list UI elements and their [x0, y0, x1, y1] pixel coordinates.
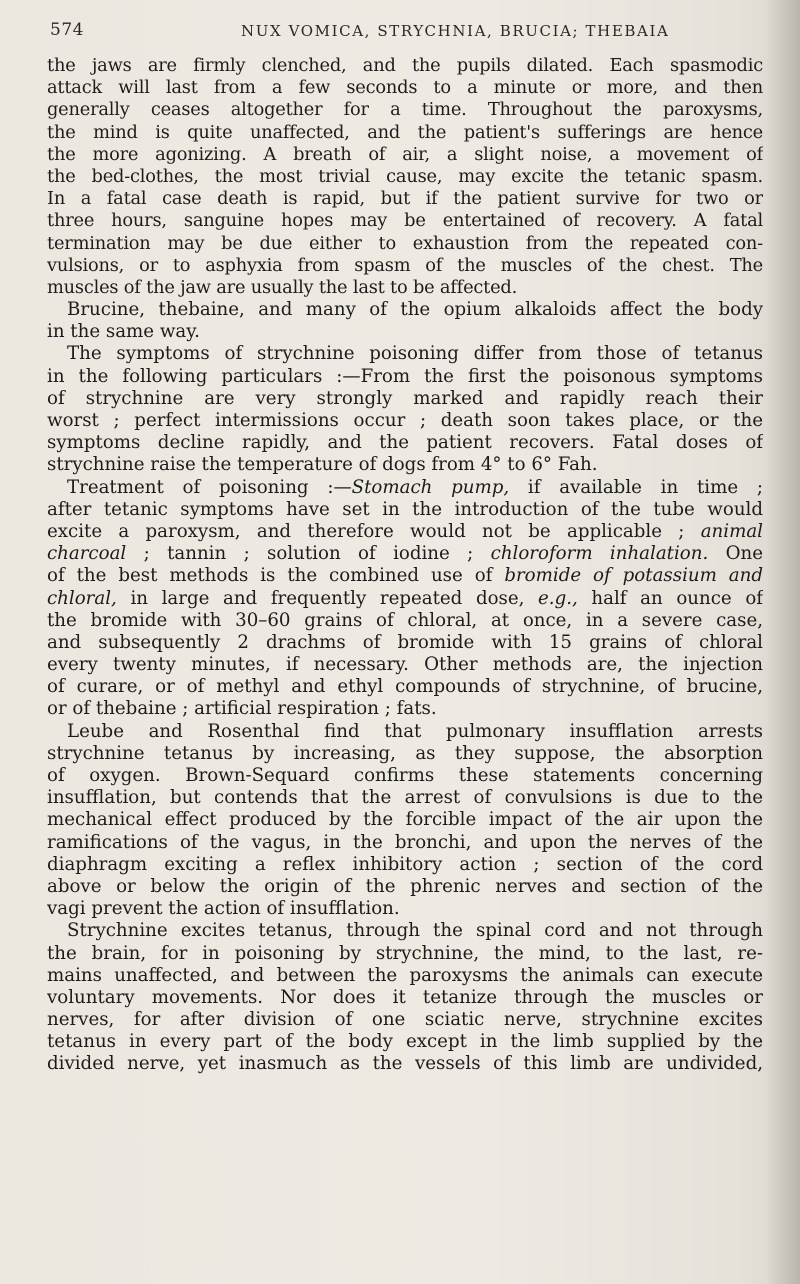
- text-line: [47, 787, 763, 809]
- text-line: [47, 1053, 763, 1075]
- text-line: [47, 588, 763, 610]
- line-text: excite a paroxysm, and therefore would not be applicable ;: [47, 520, 701, 542]
- text-line: [47, 166, 763, 188]
- text-line: [47, 277, 763, 299]
- line-text: the brain, for in poisoning by strychnine, the mind, to the last, re-: [47, 942, 763, 964]
- line-text: vagi prevent the action of insufflation.: [47, 898, 400, 920]
- text-line: [47, 854, 763, 876]
- page-header: [50, 20, 760, 52]
- text-line: [47, 255, 763, 277]
- text-line: [47, 99, 763, 121]
- text-line: [47, 876, 763, 898]
- line-text: diaphragm exciting a reflex inhibitory action ; section of the cord: [47, 853, 763, 875]
- text-line: [47, 721, 763, 743]
- italic-text: bromide of potassium and: [504, 565, 763, 587]
- italic-text: animal: [700, 520, 763, 542]
- text-line: [47, 565, 763, 587]
- text-line: [47, 454, 763, 476]
- line-text: in the same way.: [47, 321, 200, 343]
- line-text: termination may be due either to exhaustion from the repeated con-: [47, 232, 763, 254]
- line-text: ramifications of the vagus, in the bronchi, and upon the nerves of the: [47, 831, 763, 853]
- line-text: if available in time ;: [509, 476, 763, 498]
- text-line: [47, 1031, 763, 1053]
- line-text: tetanus in every part of the body except in the limb supplied by the: [47, 1031, 763, 1053]
- line-text: ; tannin ; solution of iodine ;: [126, 543, 491, 565]
- text-line: [47, 943, 763, 965]
- line-text: the more agonizing. A breath of air, a slight noise, a movement of: [47, 143, 763, 165]
- line-text: the mind is quite unaffected, and the patient's sufferings are hence: [47, 121, 763, 143]
- line-text: mains unaffected, and between the paroxysms the animals can execute: [47, 964, 763, 986]
- text-line: [47, 477, 763, 499]
- text-line: [47, 632, 763, 654]
- line-text: nerves, for after division of one sciatic nerve, strychnine excites: [47, 1009, 763, 1031]
- line-text: after tetanic symptoms have set in the introduction of the tube would: [47, 498, 763, 520]
- text-line: [47, 55, 763, 77]
- line-text: the bromide with 30–60 grains of chloral, at once, in a severe case,: [47, 609, 763, 631]
- line-text: Strychnine excites tetanus, through the spinal cord and not through: [67, 920, 763, 942]
- line-text: worst ; perfect intermissions occur ; death soon takes place, or the: [47, 410, 763, 431]
- page-edge-shadow: [766, 0, 800, 1284]
- text-line: [47, 432, 763, 454]
- text-line: [47, 610, 763, 632]
- line-text: the jaws are firmly clenched, and the pupils dilated. Each spasmodic: [47, 55, 763, 76]
- line-text: divided nerve, yet inasmuch as the vessels of this limb are undivided,: [47, 1053, 763, 1075]
- text-line: [47, 233, 763, 255]
- body-text: [47, 55, 763, 1267]
- line-text: generally ceases altogether for a time. Throughout the paroxysms,: [47, 99, 763, 121]
- text-line: [47, 366, 763, 388]
- text-line: [47, 543, 763, 565]
- italic-text: chloroform inhalation.: [490, 543, 709, 565]
- line-text: of the best methods is the combined use of: [47, 565, 505, 587]
- text-line: [47, 965, 763, 987]
- line-text: In a fatal case death is rapid, but if the patient survive for two or: [47, 188, 763, 210]
- text-line: [47, 410, 763, 432]
- line-text: above or below the origin of the phrenic nerves and section of the: [47, 875, 763, 897]
- line-text: Leube and Rosenthal find that pulmonary insufflation arrests: [67, 720, 763, 742]
- line-text: symptoms decline rapidly, and the patient recovers. Fatal doses of: [47, 432, 763, 454]
- line-text: mechanical effect produced by the forcible impact of the air upon the: [47, 809, 763, 831]
- line-text: Brucine, thebaine, and many of the opium alkaloids affect the body: [67, 299, 763, 321]
- line-text: half an ounce of: [577, 587, 763, 609]
- text-line: [47, 920, 763, 942]
- line-text: strychnine tetanus by increasing, as they suppose, the absorption: [47, 742, 763, 764]
- line-text: muscles of the jaw are usually the last to be affected.: [47, 276, 518, 298]
- italic-text: charcoal: [47, 543, 127, 565]
- line-text: insufflation, but contends that the arrest of convulsions is due to the: [47, 787, 763, 809]
- line-text: and subsequently 2 drachms of bromide with 15 grains of chloral: [47, 631, 763, 653]
- text-line: [47, 654, 763, 676]
- running-title: NUX VOMICA, STRYCHNIA, BRUCIA; THEBAIA: [241, 22, 670, 40]
- text-line: [47, 987, 763, 1009]
- text-line: [47, 299, 763, 321]
- line-text: or of thebaine ; artificial respiration ; fats.: [47, 698, 437, 720]
- italic-text: chloral,: [47, 587, 117, 609]
- text-line: [47, 698, 763, 720]
- text-line: [47, 388, 763, 410]
- line-text: Treatment of poisoning :—: [67, 476, 352, 498]
- line-text: of curare, or of methyl and ethyl compounds of strychnine, of brucine,: [47, 676, 763, 698]
- text-line: [47, 144, 763, 166]
- text-line: [47, 898, 763, 920]
- text-line: [47, 343, 763, 365]
- line-text: in large and frequently repeated dose,: [116, 587, 539, 609]
- line-text: of oxygen. Brown-Sequard confirms these statements concerning: [47, 765, 763, 786]
- line-text: strychnine raise the temperature of dogs from 4° to 6° Fah.: [47, 454, 598, 476]
- text-line: [47, 321, 763, 343]
- italic-text: e.g.,: [538, 587, 578, 609]
- line-text: three hours, sanguine hopes may be entertained of recovery. A fatal: [47, 210, 763, 232]
- line-text: every twenty minutes, if necessary. Other methods are, the injection: [47, 654, 763, 676]
- text-line: [47, 499, 763, 521]
- text-line: [47, 77, 763, 99]
- text-line: [47, 765, 763, 787]
- text-line: [47, 743, 763, 765]
- text-line: [47, 122, 763, 144]
- line-text: vulsions, or to asphyxia from spasm of the muscles of the chest. The: [47, 254, 763, 276]
- line-text: voluntary movements. Nor does it tetanize through the muscles or: [47, 986, 763, 1008]
- line-text: The symptoms of strychnine poisoning differ from those of tetanus: [67, 343, 763, 365]
- text-line: [47, 809, 763, 831]
- text-line: [47, 1009, 763, 1031]
- line-text: in the following particulars :—From the first the poisonous symptoms: [47, 365, 763, 387]
- line-text: attack will last from a few seconds to a minute or more, and then: [47, 77, 763, 99]
- line-text: of strychnine are very strongly marked and rapidly reach their: [47, 387, 763, 409]
- text-line: [47, 210, 763, 232]
- text-line: [47, 521, 763, 543]
- line-text: the bed-clothes, the most trivial cause, may excite the tetanic spasm.: [47, 165, 763, 187]
- italic-text: Stomach pump,: [351, 476, 510, 498]
- line-text: One: [708, 543, 763, 565]
- text-line: [47, 676, 763, 698]
- text-line: [47, 832, 763, 854]
- page-number: 574: [50, 20, 84, 40]
- text-line: [47, 188, 763, 210]
